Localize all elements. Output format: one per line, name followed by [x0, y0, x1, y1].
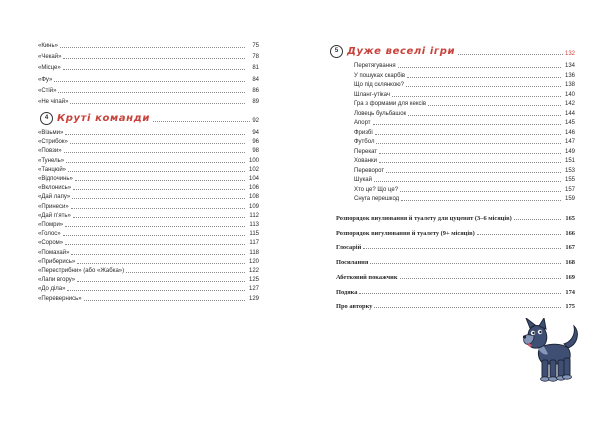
dot-leader [64, 152, 245, 153]
toc-entry[interactable] [354, 60, 575, 70]
toc-entry[interactable] [354, 146, 575, 156]
dot-leader [60, 47, 245, 48]
toc-entry[interactable] [336, 285, 575, 296]
chapter-5-heading[interactable] [330, 43, 575, 59]
dot-leader [66, 162, 245, 163]
toc-entry-page: 153 [564, 167, 575, 174]
chapter-number-badge: 5 [330, 45, 343, 58]
dot-leader [63, 58, 245, 59]
dot-leader [63, 69, 245, 70]
dot-leader [65, 244, 245, 245]
toc-entry-title: «Голос» [38, 231, 61, 238]
toc-entry-page: 106 [248, 185, 259, 192]
toc-entry-page: 117 [249, 240, 259, 247]
dot-leader [400, 191, 561, 192]
toc-entry-title: «Місце» [38, 65, 61, 72]
toc-entry[interactable] [354, 127, 575, 137]
toc-entry[interactable] [354, 184, 575, 194]
toc-entry-title: «Приберись» [38, 258, 76, 265]
toc-entry[interactable] [38, 96, 259, 106]
toc-entry[interactable] [336, 299, 575, 310]
toc-entry-page: 127 [248, 286, 259, 293]
toc-entry-title: Розпорядок вигулювання й туалету (9+ місяців) [336, 229, 475, 237]
chapter-4-heading[interactable] [40, 110, 259, 126]
toc-entry-page: 84 [252, 76, 259, 83]
dot-leader [398, 67, 561, 68]
dot-leader [153, 121, 250, 122]
toc-entry-page: 157 [564, 186, 575, 193]
dot-leader [370, 263, 561, 264]
toc-entry-title: Розпорядок виулювання й туалету для цуценят (3–6 місяців) [336, 215, 512, 222]
toc-entry-page: 81 [252, 65, 259, 72]
toc-entry-title: «Тунель» [38, 157, 65, 164]
toc-entry-page: 175 [565, 303, 575, 311]
toc-entry-page: 144 [564, 110, 575, 117]
toc-entry-page: 104 [248, 176, 259, 182]
dot-leader [65, 134, 245, 135]
toc-entry-title: Глосарій [336, 244, 362, 252]
toc-entry-title: «До діла» [38, 286, 66, 293]
toc-entry-page: 136 [564, 72, 575, 79]
toc-entry-page: 168 [565, 259, 575, 267]
toc-entry-title: Переворот [354, 167, 385, 174]
toc-entry-title: «Сором» [38, 240, 64, 247]
dot-leader [374, 181, 561, 182]
dot-leader [73, 217, 245, 218]
toc-entry[interactable] [38, 74, 259, 84]
dot-leader [428, 105, 561, 106]
toc-entry-page: 149 [564, 148, 575, 155]
toc-entry[interactable] [336, 255, 575, 266]
toc-entry-title: Гра з формами для кексів [354, 101, 427, 107]
toc-entry-page: 147 [564, 139, 575, 145]
dot-leader [71, 208, 245, 209]
toc-entry-title: Перетягування [354, 63, 396, 69]
dot-leader [71, 254, 245, 255]
toc-entry-title: «Перевернись» [38, 295, 82, 302]
toc-entry-title: «Помахай» [38, 249, 70, 256]
toc-entry-title: «Вклонись» [38, 185, 72, 192]
dot-leader [73, 189, 245, 190]
toc-entry-title: «Стрибок» [38, 139, 68, 146]
dot-leader [375, 134, 561, 135]
toc-entry-page: 122 [248, 268, 259, 274]
dot-leader [373, 124, 561, 125]
toc-entry-page: 115 [249, 231, 259, 238]
dot-leader [379, 153, 561, 154]
dot-leader [376, 143, 561, 144]
dot-leader [406, 86, 561, 87]
toc-entry-title: Подяка [336, 288, 358, 296]
toc-entry-title: «Відпочинь» [38, 176, 73, 182]
dot-leader [392, 96, 561, 97]
toc-entry-page: 146 [564, 129, 575, 136]
dot-leader [68, 171, 245, 172]
dot-leader [374, 307, 561, 308]
dot-leader [386, 172, 561, 173]
toc-entry[interactable] [38, 293, 259, 303]
chapter-title: Круті команди [57, 112, 150, 124]
toc-entry-page: 120 [248, 258, 259, 265]
toc-entry-title: Перекат [354, 148, 378, 155]
toc-entry-title: «Не чіпай» [38, 99, 69, 105]
toc-entry-page: 166 [565, 229, 575, 237]
chapter-title: Дуже веселі ігри [347, 45, 456, 57]
dot-leader [407, 77, 561, 78]
toc-entry-page: 159 [564, 196, 575, 202]
toc-entry[interactable] [336, 240, 575, 251]
toc-entry-title: «Візьми» [38, 130, 64, 136]
toc-entry-page: 86 [252, 87, 259, 94]
toc-entry-title: У пошуках скарбів [354, 72, 406, 79]
toc-entry-title: «Танцюй» [38, 166, 67, 173]
toc-entry[interactable] [38, 51, 259, 61]
toc-entry-page: 151 [564, 158, 575, 164]
dot-leader [77, 263, 245, 264]
toc-entry[interactable] [354, 89, 575, 99]
toc-entry-title: Що під склянкою? [354, 82, 405, 88]
dot-leader [126, 272, 245, 273]
toc-entry[interactable] [354, 174, 575, 184]
dot-leader [401, 200, 561, 201]
toc-entry-page: 140 [564, 91, 575, 98]
dot-leader [58, 92, 245, 93]
toc-entry-title: Шланг-утікач [354, 91, 391, 98]
toc-entry[interactable] [336, 211, 575, 222]
toc-entry-page: 100 [248, 157, 259, 164]
toc-entry-page: 78 [252, 54, 259, 61]
toc-entry[interactable] [354, 98, 575, 108]
toc-entry-page: 109 [248, 203, 259, 210]
dot-leader [408, 115, 561, 116]
chapter-page: 92 [252, 117, 259, 124]
dot-leader [54, 81, 245, 82]
dot-leader [75, 180, 245, 181]
toc-entry[interactable] [354, 155, 575, 165]
dot-leader [63, 235, 245, 236]
toc-entry-title: «Чекай» [38, 54, 62, 61]
dot-leader [379, 162, 561, 163]
right-page [300, 0, 600, 424]
toc-entry[interactable] [354, 165, 575, 175]
toc-entry-title: Про авторку [336, 303, 373, 311]
toc-entry[interactable] [38, 40, 259, 50]
toc-entry-page: 125 [248, 277, 259, 284]
dot-leader [359, 293, 561, 294]
toc-entry-page: 108 [248, 194, 259, 201]
toc-entry-title: «Лапи вгору» [38, 277, 76, 284]
toc-entry-title: Футбол [354, 139, 375, 145]
toc-entry-page: 155 [564, 177, 575, 183]
toc-entry[interactable] [336, 270, 575, 281]
toc-entry-title: Абетковий покажчик [336, 273, 398, 281]
toc-entry-page: 89 [252, 99, 259, 105]
dot-leader [65, 226, 245, 227]
toc-entry-page: 138 [564, 82, 575, 88]
toc-entry-title: «Принеси» [38, 203, 69, 210]
toc-entry-title: Хто це? Що це? [354, 186, 399, 193]
dot-leader [477, 234, 561, 235]
dot-leader [84, 300, 245, 301]
toc-entry-page: 134 [564, 63, 575, 69]
toc-entry[interactable] [38, 85, 259, 95]
toc-entry-title: Фризбі [354, 129, 373, 136]
toc-entry-page: 174 [565, 288, 575, 296]
toc-entry-title: «Перестрибни» (або «Жабка») [38, 268, 125, 274]
toc-entry[interactable] [354, 117, 575, 127]
toc-entry-page: 118 [249, 249, 259, 256]
toc-entry-page: 165 [565, 215, 575, 222]
dot-leader [400, 278, 561, 279]
toc-entry-title: Посилання [336, 259, 369, 267]
toc-entry[interactable] [354, 70, 575, 80]
toc-entry-title: Хованки [354, 158, 378, 164]
toc-entry-page: 113 [249, 222, 259, 228]
toc-entry-title: «Дай лапу» [38, 194, 71, 201]
toc-entry-page: 167 [565, 244, 575, 252]
dog-illustration [520, 318, 582, 386]
toc-entry-title: Шукай [354, 177, 372, 183]
toc-entry[interactable] [336, 226, 575, 237]
dot-leader [67, 290, 245, 291]
toc-entry-title: Апорт [354, 120, 371, 126]
toc-entry-title: «Кинь» [38, 43, 58, 49]
toc-entry[interactable] [354, 108, 575, 118]
dot-leader [72, 198, 245, 199]
toc-entry-page: 142 [564, 101, 575, 107]
toc-entry-title: Снуга перешкод [354, 196, 400, 202]
toc-entry-page: 129 [248, 295, 259, 302]
toc-entry-title: «Фу» [38, 76, 53, 83]
toc-entry-title: «Дай п’ять» [38, 212, 71, 219]
toc-entry-page: 102 [248, 166, 259, 173]
toc-entry-title: Ловець бульбашок [354, 110, 407, 117]
dot-leader [77, 281, 245, 282]
chapter-page: 132 [564, 50, 575, 57]
chapter-number-badge: 4 [40, 112, 53, 125]
toc-entry-title: «Стій» [38, 87, 57, 94]
dot-leader [458, 54, 563, 55]
toc-entry-page: 169 [565, 273, 575, 281]
toc-entry-page: 75 [252, 43, 259, 49]
toc-entry-page: 96 [252, 139, 259, 146]
toc-entry-title: «Повзи» [38, 148, 62, 155]
toc-entry[interactable] [38, 62, 259, 72]
toc-entry[interactable] [354, 79, 575, 89]
dot-leader [70, 103, 245, 104]
toc-entry-page: 98 [252, 148, 259, 155]
toc-entry[interactable] [354, 136, 575, 146]
dot-leader [363, 248, 561, 249]
toc-entry-title: «Помри» [38, 222, 64, 228]
toc-entry[interactable] [354, 193, 575, 203]
toc-entry-page: 94 [252, 130, 259, 136]
dot-leader [514, 219, 561, 220]
toc-entry-page: 112 [249, 212, 259, 219]
dot-leader [70, 143, 245, 144]
toc-entry-page: 145 [564, 120, 575, 126]
